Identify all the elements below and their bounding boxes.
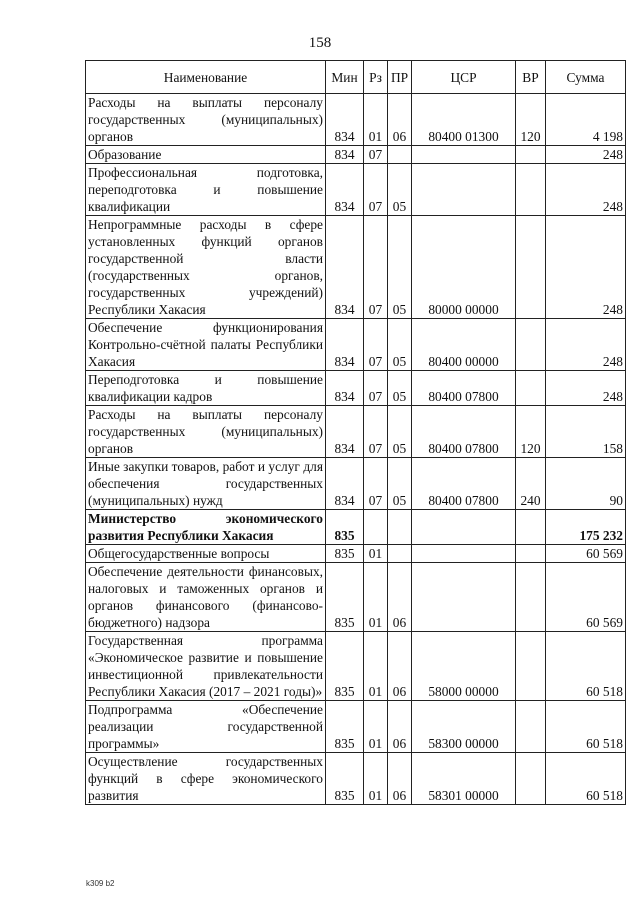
cell-csr: 58000 00000 — [412, 632, 516, 701]
cell-sum: 248 — [546, 164, 626, 216]
header-sum: Сумма — [546, 61, 626, 94]
cell-name: Обеспечение функционирования Контрольно-счётной палаты Республики Хакасия — [86, 319, 326, 371]
cell-min: 834 — [326, 146, 364, 164]
cell-vr — [516, 632, 546, 701]
cell-min: 835 — [326, 510, 364, 545]
cell-csr: 80400 07800 — [412, 371, 516, 406]
budget-table — [85, 60, 626, 805]
cell-min: 834 — [326, 319, 364, 371]
cell-name: Общегосударственные вопросы — [86, 545, 326, 563]
cell-min: 834 — [326, 406, 364, 458]
table-row — [86, 563, 626, 632]
cell-rz: 01 — [364, 545, 388, 563]
cell-vr: 120 — [516, 406, 546, 458]
cell-sum: 175 232 — [546, 510, 626, 545]
cell-csr: 80400 07800 — [412, 406, 516, 458]
cell-rz: 07 — [364, 406, 388, 458]
header-rz: Рз — [364, 61, 388, 94]
cell-sum: 248 — [546, 146, 626, 164]
cell-csr — [412, 563, 516, 632]
cell-sum: 60 518 — [546, 632, 626, 701]
cell-pr: 05 — [388, 371, 412, 406]
page-number: 158 — [308, 35, 332, 51]
cell-pr: 05 — [388, 216, 412, 319]
cell-vr — [516, 164, 546, 216]
cell-pr: 06 — [388, 632, 412, 701]
table-body — [86, 94, 626, 805]
table-row — [86, 632, 626, 701]
header-name: Наименование — [86, 61, 326, 94]
cell-csr: 80400 07800 — [412, 458, 516, 510]
cell-name: Подпрограмма «Обеспечение реализации государственной программы» — [86, 701, 326, 753]
cell-pr: 06 — [388, 753, 412, 805]
cell-name: Осуществление государственных функций в сфере экономического развития — [86, 753, 326, 805]
cell-sum: 248 — [546, 216, 626, 319]
cell-rz: 01 — [364, 563, 388, 632]
cell-sum: 60 518 — [546, 753, 626, 805]
cell-vr — [516, 753, 546, 805]
cell-min: 834 — [326, 164, 364, 216]
table-row — [86, 319, 626, 371]
table-row — [86, 146, 626, 164]
cell-rz: 07 — [364, 371, 388, 406]
cell-pr: 05 — [388, 319, 412, 371]
cell-vr — [516, 563, 546, 632]
table-row — [86, 458, 626, 510]
cell-rz: 01 — [364, 94, 388, 146]
header-min: Мин — [326, 61, 364, 94]
cell-sum: 60 569 — [546, 545, 626, 563]
cell-sum: 4 198 — [546, 94, 626, 146]
cell-csr: 58301 00000 — [412, 753, 516, 805]
cell-vr — [516, 371, 546, 406]
cell-pr — [388, 510, 412, 545]
cell-min: 834 — [326, 94, 364, 146]
cell-rz: 01 — [364, 632, 388, 701]
cell-csr: 80400 00000 — [412, 319, 516, 371]
cell-min: 834 — [326, 371, 364, 406]
table-row — [86, 510, 626, 545]
cell-rz: 07 — [364, 458, 388, 510]
cell-pr: 05 — [388, 406, 412, 458]
cell-min: 835 — [326, 563, 364, 632]
table-row — [86, 753, 626, 805]
cell-name: Образование — [86, 146, 326, 164]
cell-csr: 80000 00000 — [412, 216, 516, 319]
cell-name: Непрограммные расходы в сфере установленных функций органов государственной власти (государственных органов, государственных учреждений) Республики Хакасия — [86, 216, 326, 319]
cell-min: 835 — [326, 632, 364, 701]
cell-rz — [364, 510, 388, 545]
cell-sum: 60 569 — [546, 563, 626, 632]
cell-vr — [516, 319, 546, 371]
cell-vr — [516, 510, 546, 545]
cell-csr — [412, 510, 516, 545]
cell-vr: 120 — [516, 94, 546, 146]
table-row — [86, 406, 626, 458]
cell-pr — [388, 545, 412, 563]
cell-rz: 01 — [364, 753, 388, 805]
cell-rz: 01 — [364, 701, 388, 753]
cell-pr: 05 — [388, 164, 412, 216]
cell-min: 835 — [326, 753, 364, 805]
cell-sum: 60 518 — [546, 701, 626, 753]
table-row — [86, 216, 626, 319]
cell-vr — [516, 146, 546, 164]
cell-csr — [412, 164, 516, 216]
cell-sum: 248 — [546, 319, 626, 371]
cell-pr: 06 — [388, 563, 412, 632]
cell-min: 835 — [326, 701, 364, 753]
footer-code: k309 b2 — [86, 879, 115, 888]
cell-rz: 07 — [364, 164, 388, 216]
cell-pr: 05 — [388, 458, 412, 510]
cell-vr: 240 — [516, 458, 546, 510]
table-header-row — [86, 61, 626, 94]
cell-pr — [388, 146, 412, 164]
header-csr: ЦСР — [412, 61, 516, 94]
cell-name: Профессиональная подготовка, переподготовка и повышение квалификации — [86, 164, 326, 216]
cell-csr: 58300 00000 — [412, 701, 516, 753]
header-vr: ВР — [516, 61, 546, 94]
cell-csr — [412, 545, 516, 563]
cell-min: 834 — [326, 216, 364, 319]
cell-vr — [516, 216, 546, 319]
cell-name: Расходы на выплаты персоналу государственных (муниципальных) органов — [86, 94, 326, 146]
cell-rz: 07 — [364, 216, 388, 319]
cell-sum: 248 — [546, 371, 626, 406]
cell-csr — [412, 146, 516, 164]
cell-name: Иные закупки товаров, работ и услуг для обеспечения государственных (муниципальных) нужд — [86, 458, 326, 510]
cell-name: Обеспечение деятельности финансовых, налоговых и таможенных органов и органов финансового (финансово-бюджетного) надзора — [86, 563, 326, 632]
cell-vr — [516, 545, 546, 563]
table-row — [86, 545, 626, 563]
cell-sum: 90 — [546, 458, 626, 510]
cell-rz: 07 — [364, 319, 388, 371]
cell-name: Расходы на выплаты персоналу государственных (муниципальных) органов — [86, 406, 326, 458]
cell-min: 834 — [326, 458, 364, 510]
table-row — [86, 94, 626, 146]
table-row — [86, 164, 626, 216]
cell-rz: 07 — [364, 146, 388, 164]
cell-name: Государственная программа «Экономическое развитие и повышение инвестиционной привлекательности Республики Хакасия (2017 – 2021 годы)» — [86, 632, 326, 701]
cell-csr: 80400 01300 — [412, 94, 516, 146]
cell-pr: 06 — [388, 701, 412, 753]
cell-pr: 06 — [388, 94, 412, 146]
cell-name: Переподготовка и повышение квалификации кадров — [86, 371, 326, 406]
cell-min: 835 — [326, 545, 364, 563]
cell-sum: 158 — [546, 406, 626, 458]
table-row — [86, 701, 626, 753]
table-row — [86, 371, 626, 406]
header-pr: ПР — [388, 61, 412, 94]
cell-name: Министерство экономического развития Республики Хакасия — [86, 510, 326, 545]
cell-vr — [516, 701, 546, 753]
